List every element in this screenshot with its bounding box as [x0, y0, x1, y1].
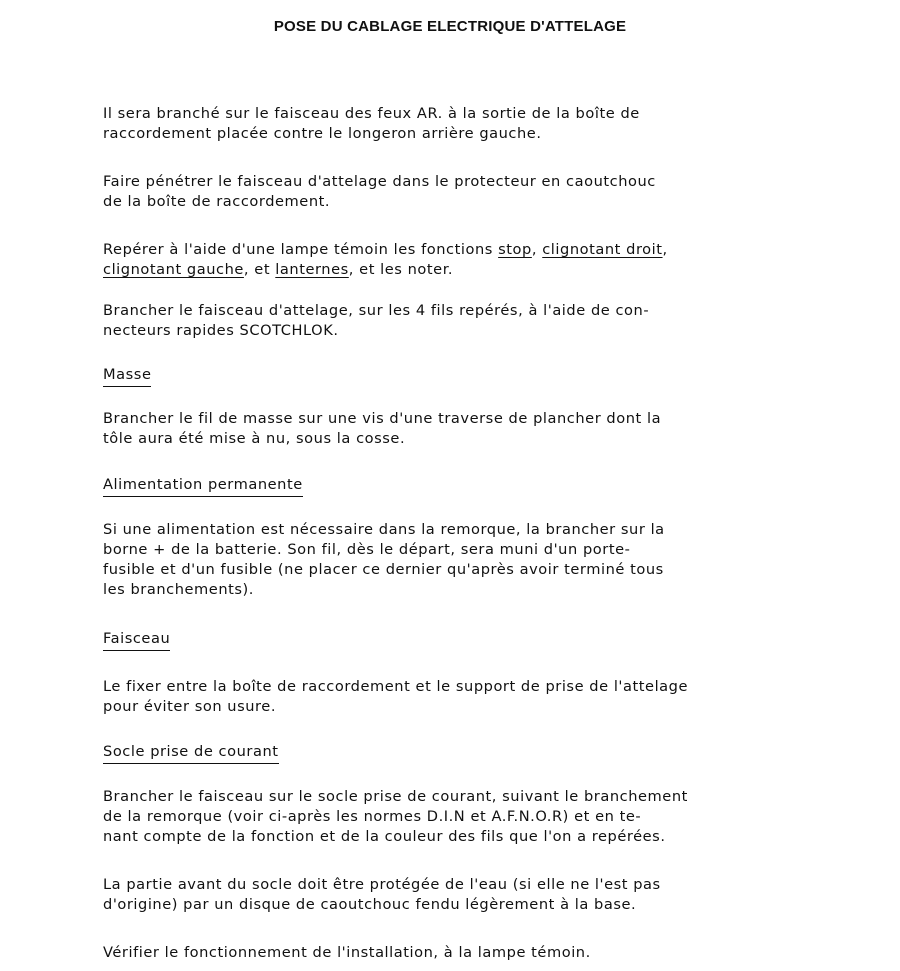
text: , et [243, 261, 276, 278]
function-clignotant-droit: clignotant droit [542, 241, 663, 258]
text: Repérer à l'aide d'une lampe témoin les fonctions [103, 241, 499, 258]
paragraph-protecteur: Faire pénétrer le faisceau d'attelage dans le protecteur en caoutchouc de la boîte de raccordement. [103, 173, 656, 210]
paragraph-protection: La partie avant du socle doit être protégée de l'eau (si elle ne l'est pas d'origine) par un disque de caoutchouc fendu légèrement à la base. [103, 876, 661, 913]
heading-faisceau: Faisceau [103, 629, 170, 651]
function-lanternes: lanternes [275, 261, 349, 278]
paragraph-faisceau: Le fixer entre la boîte de raccordement et le support de prise de l'attelage pour éviter son usure. [103, 678, 689, 715]
paragraph-branchement: Il sera branché sur le faisceau des feux AR. à la sortie de la boîte de raccordement placée contre le longeron arrière gauche. [103, 105, 640, 142]
text: , [531, 241, 543, 258]
heading-socle: Socle prise de courant [103, 742, 279, 764]
function-stop: stop [498, 241, 532, 258]
text: , et les noter. [348, 261, 454, 278]
heading-masse: Masse [103, 365, 151, 387]
paragraph-reperer [103, 240, 823, 280]
paragraph-masse: Brancher le fil de masse sur une vis d'une traverse de plancher dont la tôle aura été mise à nu, sous la cosse. [103, 410, 662, 447]
paragraph-alimentation: Si une alimentation est nécessaire dans la remorque, la brancher sur la borne + de la batterie. Son fil, dès le départ, sera muni d'un porte- fusible et d'un fusible (ne placer ce dernier qu'après avoir terminé tous les branchements). [103, 521, 665, 598]
heading-alimentation: Alimentation permanente [103, 475, 303, 497]
paragraph-socle: Brancher le faisceau sur le socle prise de courant, suivant le branchement de la remorque (voir ci-après les normes D.I.N et A.F.N.O.R) et en te- nant compte de la fonction et de la couleur des fils que l'on a repérées. [103, 788, 688, 845]
function-clignotant-gauche: clignotant gauche [103, 261, 244, 278]
paragraph-verifier: Vérifier le fonctionnement de l'installation, à la lampe témoin. [103, 944, 591, 961]
page-title: POSE DU CABLAGE ELECTRIQUE D'ATTELAGE [273, 18, 627, 35]
paragraph-scotchlok: Brancher le faisceau d'attelage, sur les 4 fils repérés, à l'aide de con- necteurs rapides SCOTCHLOK. [103, 302, 650, 339]
text: , [662, 241, 668, 258]
